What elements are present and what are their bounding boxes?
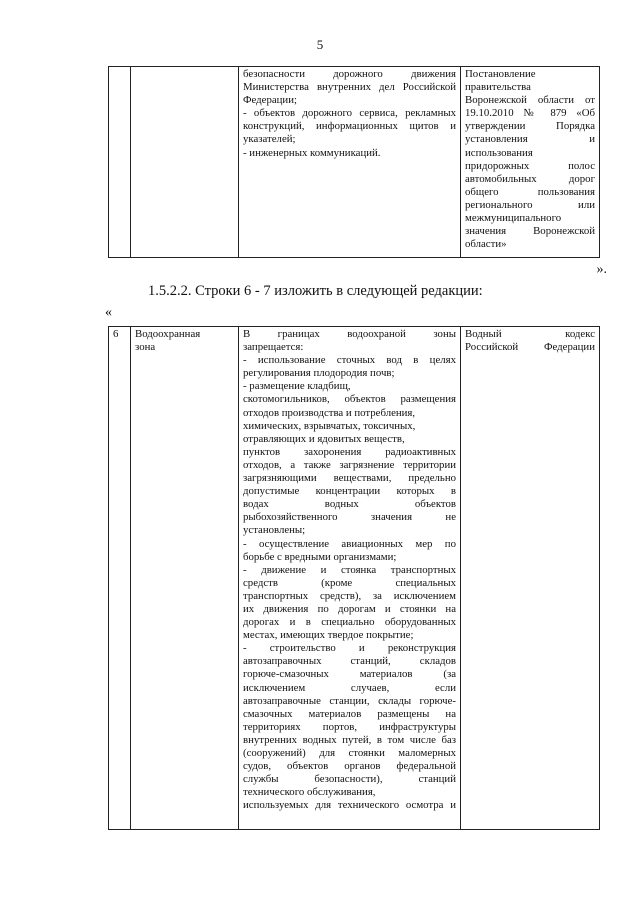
text-line: указателей; (243, 133, 296, 146)
text-line: - осуществление авиационных мер по (243, 537, 456, 550)
text-line: Российской Федерации (465, 341, 595, 354)
text-line: области» (465, 238, 507, 251)
text-line: безопасности дорожного движения (243, 68, 456, 80)
text-line: судов, объектов органов федеральной (243, 760, 456, 773)
text-line: межмуниципального (465, 212, 562, 225)
text-line: регулирования плодородия почв; (243, 367, 395, 380)
cell-legal-basis (461, 67, 600, 258)
text-line: автомобильных дорог (465, 172, 595, 185)
cell-restrictions (239, 67, 461, 258)
text-line: транспортных средств), за исключением (243, 589, 456, 602)
text-line: утверждении Порядка (465, 120, 595, 133)
text-line: исключением случаев, если (243, 681, 456, 694)
text-line: Воронежской области от (465, 94, 595, 107)
text-line: Министерства внутренних дел Российской (243, 81, 456, 94)
text-line: химических, взрывчатых, токсичных, (243, 419, 416, 432)
text-line: смазочных материалов размещены на (243, 707, 456, 720)
text-line: зона (135, 341, 156, 354)
text-line: пунктов захоронения радиоактивных (243, 445, 456, 458)
page-number: 5 (316, 37, 324, 52)
table-row (109, 67, 600, 258)
text-line: правительства (465, 81, 531, 94)
closing-quote: ». (596, 262, 607, 277)
text-line: территориях портов, инфраструктуры (243, 720, 456, 733)
cell-number: 6 (109, 327, 131, 830)
text-line: отходов производства и потребления, (243, 406, 416, 419)
text-line: конструкций, информационных щитов и (243, 120, 456, 133)
text-line: автозаправочные станции, склады горюче- (243, 694, 456, 707)
text-line: отравляющих и ядовитых веществ, (243, 432, 405, 445)
text-line: их движения по дорогам и стоянки на (243, 602, 456, 615)
text-line: местах, имеющих твердое покрытие; (243, 629, 414, 642)
text-line: значения Воронежской (465, 225, 595, 238)
text-line: - строительство и реконструкция (243, 642, 456, 655)
section-heading: 1.5.2.2. Строки 6 - 7 изложить в следующей редакции: (148, 283, 483, 299)
text-line: автозаправочных станций, складов (243, 655, 456, 668)
text-line: установлены; (243, 524, 306, 537)
cell-number (109, 67, 131, 258)
text-line: загрязняющими веществами, предельно (243, 472, 456, 485)
text-line: дорогах и в специально оборудованных (243, 616, 456, 629)
text-line: внутренних водных путей, в том числе баз (243, 733, 456, 746)
text-line: допустимые концентрации которых в (243, 485, 456, 498)
text-line: - объектов дорожного сервиса, рекламных (243, 107, 456, 120)
text-line: водах водных объектов (243, 498, 456, 511)
cell-object (131, 67, 239, 258)
text-line: регионального или (465, 198, 595, 211)
text-line: средств (кроме специальных (243, 576, 456, 589)
text-line: технического обслуживания, (243, 786, 376, 799)
text-line: запрещается: (243, 341, 304, 354)
text-line: отходов, а также загрязнение территории (243, 458, 456, 471)
table-row (109, 327, 600, 830)
text-line: использования (465, 146, 533, 159)
text-line: - движение и стоянка транспортных (243, 563, 456, 576)
cell-zone-name (131, 327, 239, 830)
text-line: скотомогильников, объектов размещения (243, 393, 456, 406)
cell-legal-basis (461, 327, 600, 830)
text-line: рыбохозяйственного значения не (243, 511, 456, 524)
text-line: - использование сточных вод в целях (243, 354, 456, 367)
text-line: (сооружений) для стоянки маломерных (243, 747, 456, 759)
text-line: общего пользования (465, 185, 595, 198)
text-line: службы безопасности), станций (243, 773, 456, 786)
text-line: горюче-смазочных материалов (за (243, 668, 456, 681)
text-line: 19.10.2010 № 879 «Об (465, 107, 595, 120)
text-line: используемых для технического осмотра и (243, 799, 456, 812)
text-line: В границах водоохраной зоны (243, 328, 456, 340)
text-line: Постановление (465, 68, 536, 80)
text-line: Водный кодекс (465, 328, 595, 340)
opening-quote: « (105, 305, 112, 320)
text-line: - инженерных коммуникаций. (243, 146, 381, 159)
table-continuation (108, 66, 600, 258)
text-line: борьбе с вредными организмами; (243, 550, 397, 563)
text-line: Федерации; (243, 94, 297, 107)
table-row-6 (108, 326, 600, 830)
text-line: - размещение кладбищ, (243, 380, 351, 393)
cell-restrictions (239, 327, 461, 830)
text-line: установления и (465, 133, 595, 146)
text-line: придорожных полос (465, 159, 595, 172)
text-line: Водоохранная (135, 328, 201, 340)
